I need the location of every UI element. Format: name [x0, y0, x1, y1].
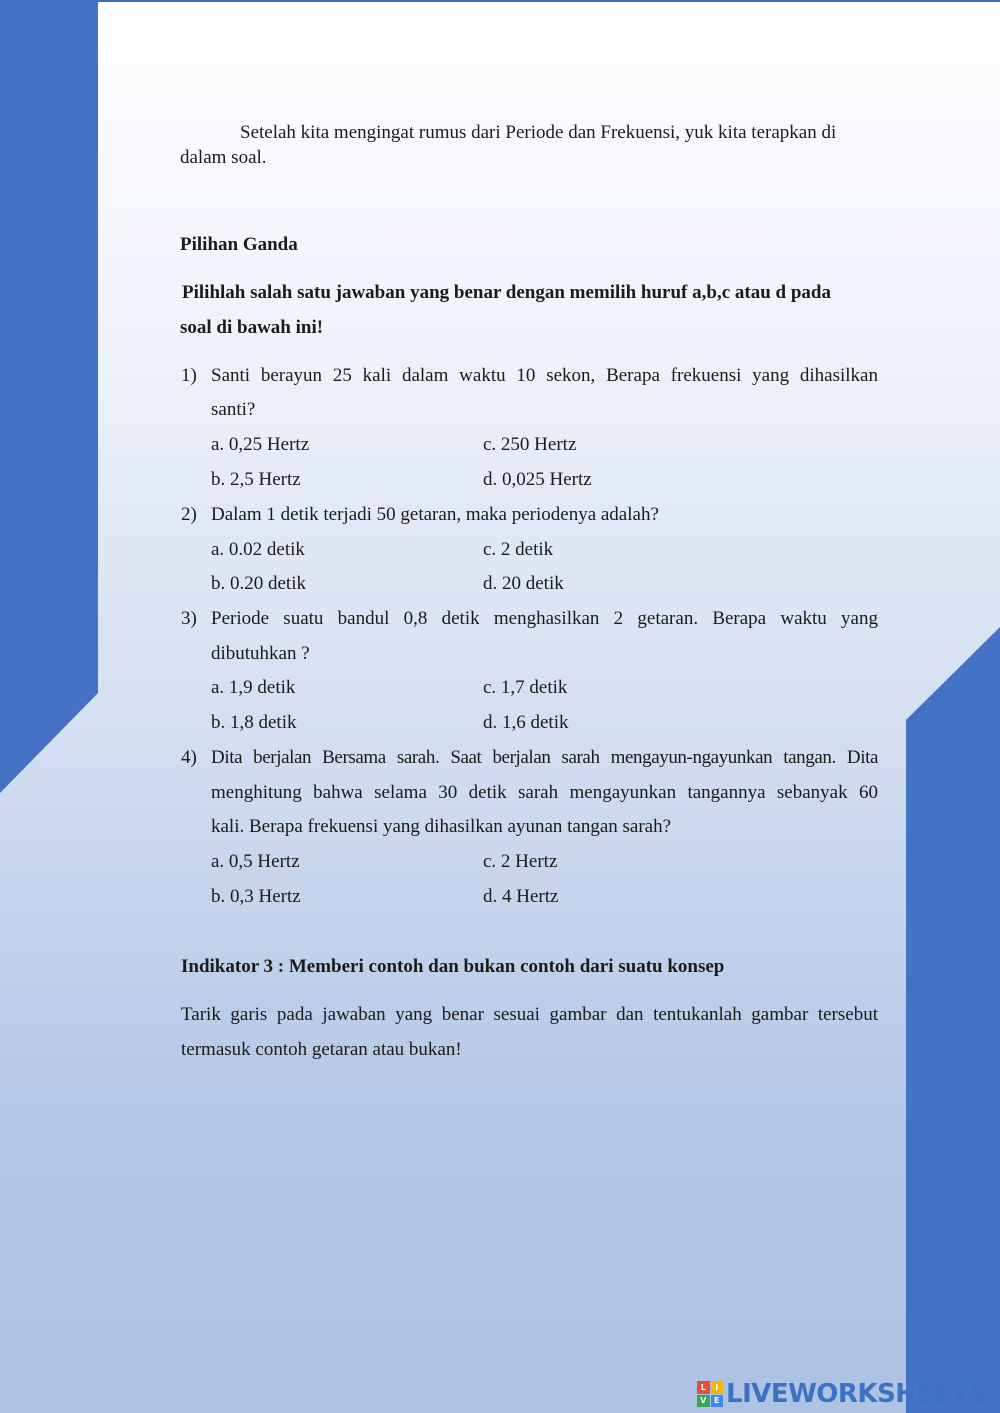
question-3-option-d[interactable]: d. 1,6 detik [483, 712, 569, 733]
question-1-option-c[interactable]: c. 250 Hertz [483, 434, 577, 455]
question-4-line-1: Dita berjalan Bersama sarah. Saat berjalan sarah mengayun-ngayunkan tangan. Dita [211, 747, 878, 768]
question-1-option-b[interactable]: b. 2,5 Hertz [211, 469, 301, 490]
question-3-option-c[interactable]: c. 1,7 detik [483, 677, 568, 698]
question-4-option-c[interactable]: c. 2 Hertz [483, 851, 558, 872]
question-3-option-b[interactable]: b. 1,8 detik [211, 712, 297, 733]
question-2-option-b[interactable]: b. 0.20 detik [211, 573, 306, 594]
question-3-number: 3) [181, 608, 197, 629]
question-4-option-a[interactable]: a. 0,5 Hertz [211, 851, 300, 872]
logo-mark-letter: I [711, 1381, 724, 1394]
intro-line-1: Setelah kita mengingat rumus dari Periode dan Frekuensi, yuk kita terapkan di [240, 122, 837, 143]
question-2-line-1: Dalam 1 detik terjadi 50 getaran, maka periodenya adalah? [211, 504, 659, 525]
liveworksheets-logo [697, 1376, 987, 1412]
question-4-option-b[interactable]: b. 0,3 Hertz [211, 886, 301, 907]
question-3-line-1: Periode suatu bandul 0,8 detik menghasilkan 2 getaran. Berapa waktu yang [211, 608, 878, 629]
question-4-option-d[interactable]: d. 4 Hertz [483, 886, 559, 907]
instruction-line-1: Pilihlah salah satu jawaban yang benar dengan memilih huruf a,b,c atau d pada [182, 282, 831, 303]
logo-mark-letter: V [697, 1395, 710, 1408]
question-1-option-a[interactable]: a. 0,25 Hertz [211, 434, 310, 455]
question-2-option-c[interactable]: c. 2 detik [483, 539, 554, 560]
question-2-number: 2) [181, 504, 197, 525]
question-4-number: 4) [181, 747, 197, 768]
instruction-line-2: soal di bawah ini! [180, 317, 324, 338]
question-3-option-a[interactable]: a. 1,9 detik [211, 677, 296, 698]
intro-line-2: dalam soal. [180, 147, 267, 168]
indicator-line-2: termasuk contoh getaran atau bukan! [181, 1039, 462, 1060]
question-1-line-2: santi? [211, 399, 256, 420]
question-2-option-a[interactable]: a. 0.02 detik [211, 539, 305, 560]
question-1-line-1: Santi berayun 25 kali dalam waktu 10 sekon, Berapa frekuensi yang dihasilkan [211, 365, 878, 386]
question-2-option-d[interactable]: d. 20 detik [483, 573, 564, 594]
question-1-option-d[interactable]: d. 0,025 Hertz [483, 469, 592, 490]
logo-mark-letter: L [697, 1381, 710, 1394]
logo-text: LIVEWORKSHEETS [726, 1379, 987, 1409]
logo-mark-letter: E [711, 1395, 724, 1408]
question-3-line-2: dibutuhkan ? [211, 643, 310, 664]
section-title: Pilihan Ganda [180, 234, 298, 255]
question-4-line-3: kali. Berapa frekuensi yang dihasilkan ayunan tangan sarah? [211, 816, 672, 837]
logo-mark-icon [697, 1381, 723, 1407]
indicator-title: Indikator 3 : Memberi contoh dan bukan contoh dari suatu konsep [181, 956, 725, 977]
question-4-line-2: menghitung bahwa selama 30 detik sarah mengayunkan tangannya sebanyak 60 [211, 782, 878, 803]
indicator-line-1: Tarik garis pada jawaban yang benar sesuai gambar dan tentukanlah gambar tersebut [181, 1004, 878, 1025]
question-1-number: 1) [181, 365, 197, 386]
